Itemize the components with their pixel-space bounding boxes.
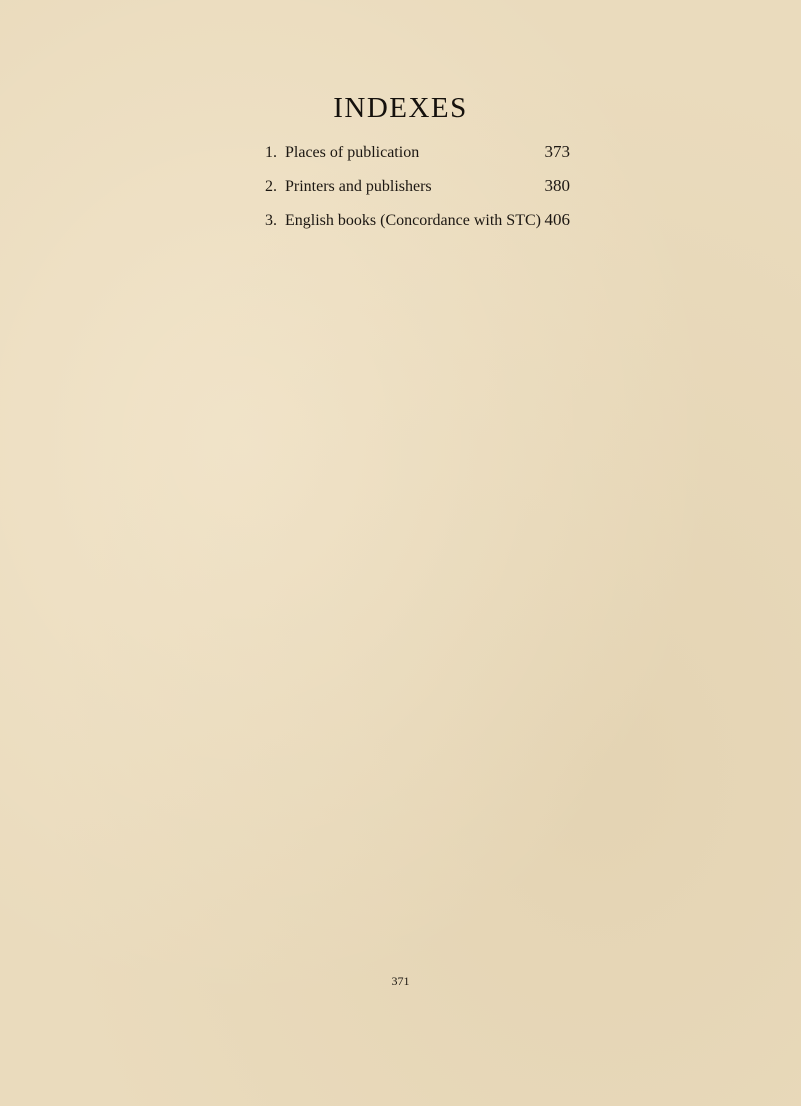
index-entry-printers (265, 176, 570, 210)
entry-page-number: 380 (544, 176, 570, 195)
entry-number: 1. (265, 144, 277, 161)
index-entry-places (265, 142, 570, 176)
entry-page-number: 373 (544, 142, 570, 161)
index-entry-english-books (265, 210, 570, 244)
page-number: 371 (391, 974, 410, 988)
page-title: INDEXES (333, 92, 468, 124)
entry-label: Printers and publishers (285, 178, 432, 195)
entry-label: English books (Concordance with STC) (285, 212, 541, 229)
index-list (265, 142, 570, 244)
entry-number: 3. (265, 212, 277, 229)
entry-number: 2. (265, 178, 277, 195)
entry-label: Places of publication (285, 144, 420, 161)
entry-page-number: 406 (544, 210, 570, 229)
